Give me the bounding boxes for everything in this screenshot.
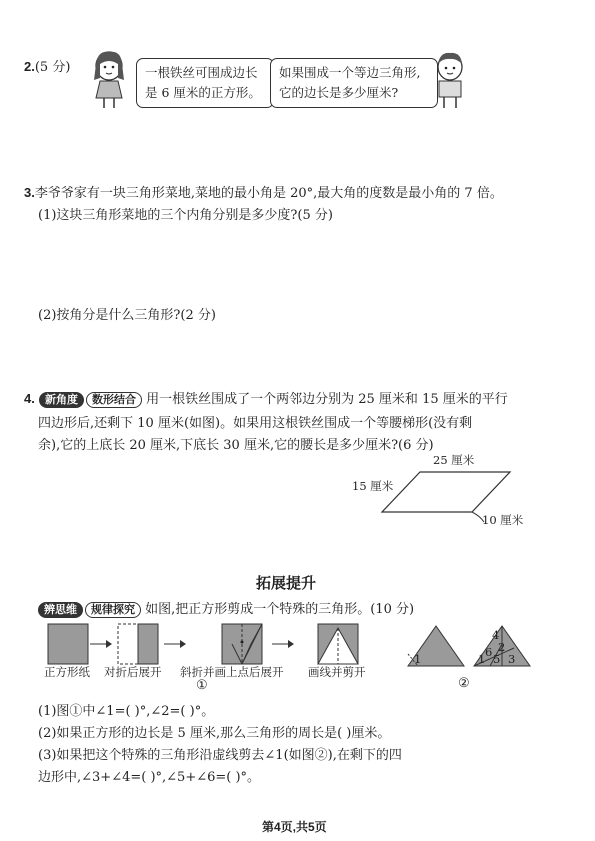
ext-q1: (1)图①中∠1=( )°,∠2=( )°。 — [38, 704, 215, 719]
ext-q3-line1: (3)如果把这个特殊的三角形沿虚线剪去∠1(如图②),在剩下的四 — [38, 748, 402, 763]
boy-illustration — [430, 50, 470, 112]
ext-q2: (2)如果正方形的边长是 5 厘米,那么三角形的周长是( )厘米。 — [38, 726, 391, 741]
label-15cm: 15 厘米 — [352, 479, 394, 493]
q2-number: 2.(5 分) — [24, 59, 71, 75]
q4-line3: 余),它的上底长 20 厘米,下底长 30 厘米,它的腰长是多少厘米?(6 分) — [38, 438, 434, 453]
step-label-3: 斜折并画上点后展开 — [180, 665, 284, 679]
folding-steps-diagram — [46, 622, 366, 666]
speech-bubble-right: 如果围成一个等边三角形, 它的边长是多少厘米? — [270, 58, 438, 108]
ext-intro: 辨思维 规律探究 如图,把正方形剪成一个特殊的三角形。(10 分) — [38, 598, 414, 618]
angle-label-5: 5 — [493, 652, 501, 666]
tag-thinking: 辨思维 — [38, 602, 83, 618]
label-10cm: 10 厘米 — [482, 513, 524, 527]
parallelogram-figure — [380, 462, 520, 518]
step-label-1: 正方形纸 — [44, 665, 90, 679]
wire-tail — [470, 512, 490, 526]
speech-bubble-left: 一根铁丝可围成边长 是 6 厘米的正方形。 — [136, 58, 274, 108]
label-25cm: 25 厘米 — [433, 453, 475, 467]
q3-part1: (1)这块三角形菜地的三个内角分别是多少度?(5 分) — [38, 208, 333, 223]
q3-part2: (2)按角分是什么三角形?(2 分) — [38, 308, 216, 323]
angle-label-1a: 1 — [414, 652, 422, 666]
step-label-4: 画线并剪开 — [308, 665, 366, 679]
figure-1-number: ① — [196, 678, 208, 693]
ext-q3-line2: 边形中,∠3+∠4=( )°,∠5+∠6=( )°。 — [38, 770, 261, 785]
page-footer: 第4页,共5页 — [262, 820, 327, 834]
angle-label-4: 4 — [492, 628, 500, 642]
angle-label-3: 3 — [508, 652, 516, 666]
angle-label-6: 6 — [485, 645, 493, 659]
tag-pattern: 规律探究 — [85, 602, 141, 618]
q3-text: 3.李爷爷家有一块三角形菜地,菜地的最小角是 20°,最大角的度数是最小角的 7 倍。 — [24, 185, 503, 201]
q4-line1: 4. 新角度 数形结合 用一根铁丝围成了一个两邻边分别为 25 厘米和 15 厘米的平行 — [24, 391, 508, 407]
section-title: 拓展提升 — [256, 574, 317, 592]
angle-label-2: 2 — [498, 640, 506, 654]
q4-line2: 四边形后,还剩下 10 厘米(如图)。如果用这根铁丝围成一个等腰梯形(没有剩 — [38, 416, 473, 431]
step-label-2: 对折后展开 — [104, 665, 162, 679]
tag-new-angle: 新角度 — [39, 392, 84, 408]
figure-2-number: ② — [458, 676, 470, 691]
tag-number-shape: 数形结合 — [86, 392, 142, 408]
girl-illustration — [88, 50, 130, 112]
angle-label-1b: 1 — [478, 652, 486, 666]
